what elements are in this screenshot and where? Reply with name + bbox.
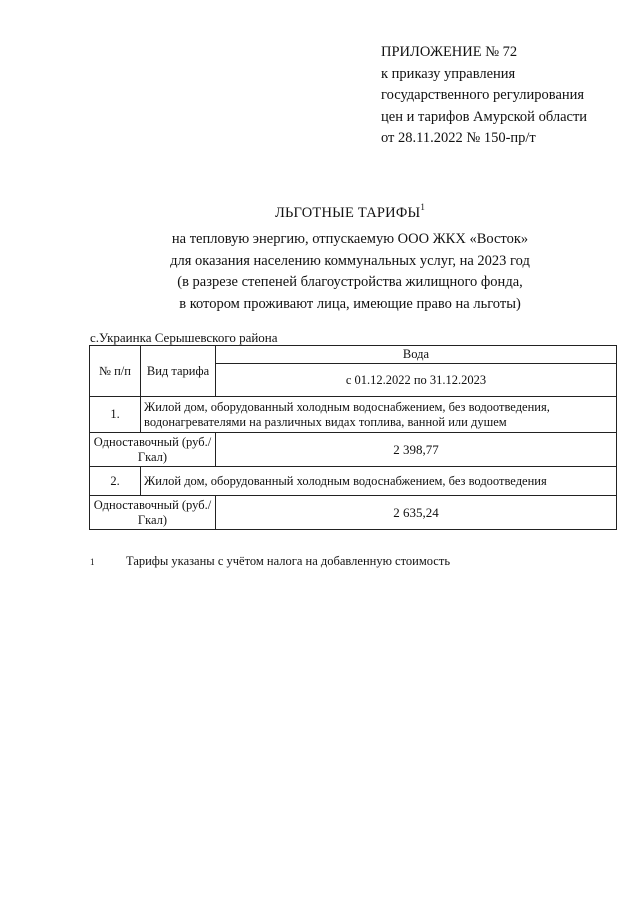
location-label: с.Украинка Серышевского района bbox=[90, 330, 278, 345]
tariff-table bbox=[89, 345, 617, 530]
appendix-line: государственного регулирования bbox=[381, 87, 585, 103]
table-row bbox=[90, 433, 617, 467]
subtitle-line: на тепловую энергию, отпускаемую ООО ЖКХ «Восток» bbox=[171, 231, 529, 247]
table-row bbox=[90, 397, 617, 433]
subtitle-line: в котором проживают лица, имеющие право на льготы) bbox=[179, 295, 521, 312]
row-description: Жилой дом, оборудованный холодным водоснабжением, без водоотведения, водонагревателями на различных видах топлива, ванной или душем bbox=[141, 397, 617, 433]
footnote-text: Тарифы указаны с учётом налога на добавленную стоимость bbox=[126, 554, 451, 568]
document-title-text: ЛЬГОТНЫЕ ТАРИФЫ bbox=[274, 204, 421, 221]
row-tariff-value: 2 398,77 bbox=[216, 433, 617, 467]
subtitle-line: (в разрезе степеней благоустройства жилищного фонда, bbox=[177, 274, 523, 290]
table-row bbox=[90, 496, 617, 530]
document-subtitle bbox=[0, 229, 640, 315]
table-row bbox=[90, 467, 617, 496]
row-description: Жилой дом, оборудованный холодным водоснабжением, без водоотведения bbox=[141, 467, 617, 496]
row-tariff-value: 2 635,24 bbox=[216, 496, 617, 530]
table-header-row bbox=[90, 346, 617, 364]
document-title bbox=[0, 203, 640, 222]
appendix-order-date: от 28.11.2022 № 150-пр/т bbox=[381, 130, 536, 146]
header-num: № п/п bbox=[90, 346, 141, 397]
appendix-line: цен и тарифов Амурской области bbox=[381, 108, 588, 125]
header-period: с 01.12.2022 по 31.12.2023 bbox=[216, 364, 617, 397]
appendix-title: ПРИЛОЖЕНИЕ № 72 bbox=[381, 44, 518, 60]
row-num: 1. bbox=[90, 397, 141, 433]
header-kind: Вид тарифа bbox=[141, 346, 216, 397]
title-footnote-ref: 1 bbox=[420, 202, 426, 212]
appendix-line: к приказу управления bbox=[381, 65, 516, 82]
row-num: 2. bbox=[90, 467, 141, 496]
header-group: Вода bbox=[216, 346, 617, 364]
appendix-block bbox=[381, 42, 631, 150]
row-tariff-kind: Одноставочный (руб./Гкал) bbox=[90, 496, 216, 530]
footnote-mark: 1 bbox=[90, 557, 95, 567]
subtitle-line: для оказания населению коммунальных услуг, на 2023 год bbox=[170, 252, 530, 269]
row-tariff-kind: Одноставочный (руб./Гкал) bbox=[90, 433, 216, 467]
